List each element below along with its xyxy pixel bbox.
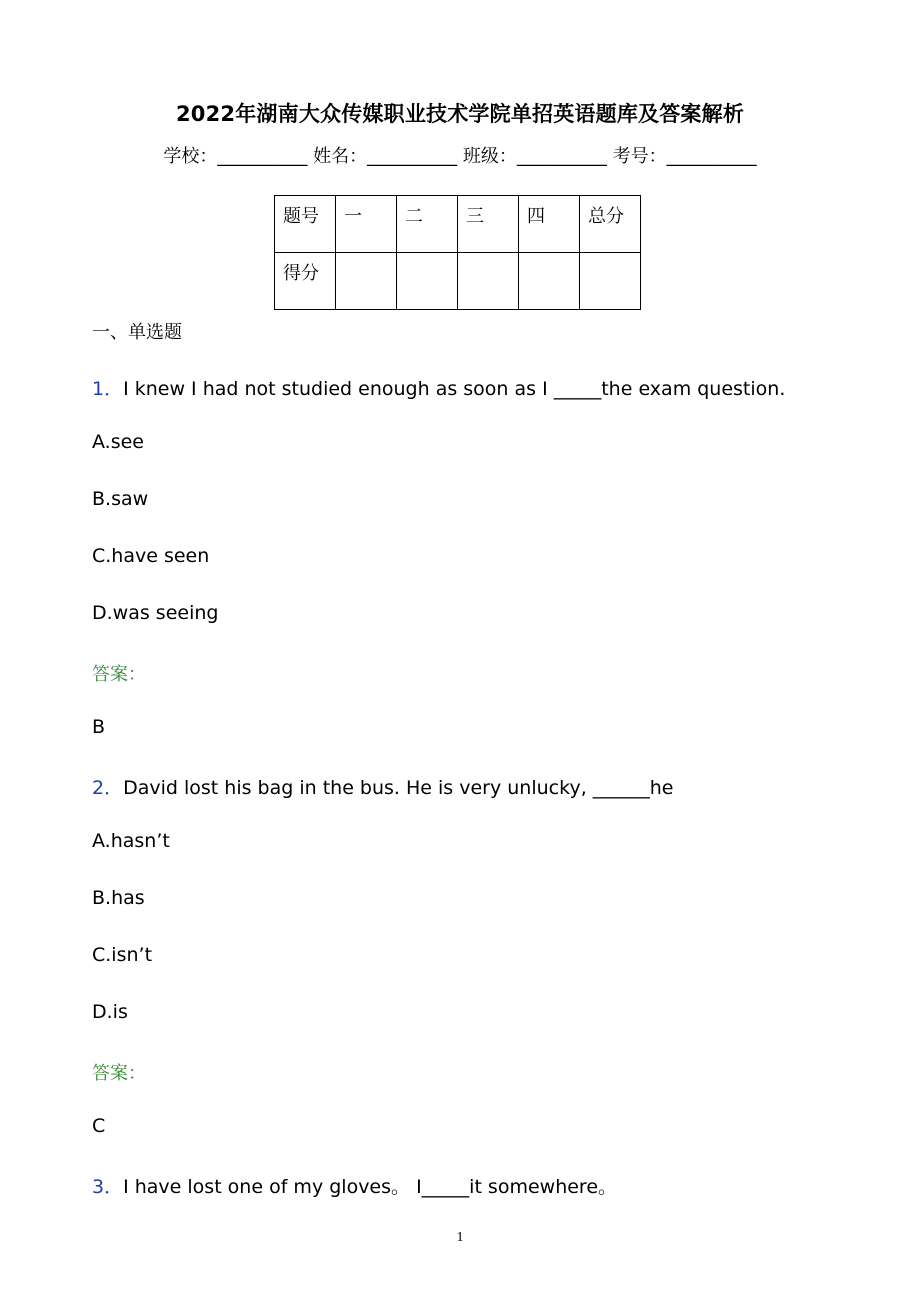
score-table-header-cell: 三 — [458, 196, 519, 253]
score-table-header-row — [275, 196, 641, 253]
question-number: 2． — [92, 777, 124, 799]
score-table-header-cell: 二 — [397, 196, 458, 253]
option-a: A.hasn’t — [92, 830, 170, 852]
page-number: 1 — [456, 1230, 464, 1245]
score-table-header-cell: 四 — [519, 196, 580, 253]
score-cell — [519, 253, 580, 310]
question-2 — [92, 773, 674, 800]
question-stem: I have lost one of my gloves。 I_____it somewhere。 — [123, 1176, 618, 1198]
score-table-header-cell: 一 — [336, 196, 397, 253]
option-b: B.has — [92, 887, 145, 909]
student-info-line: 学校：__________ 姓名：__________ 班级：__________ 考号：__________ — [163, 146, 757, 167]
question-stem: David lost his bag in the bus. He is very unlucky, ______he — [123, 777, 674, 799]
score-cell — [580, 253, 641, 310]
score-cell — [397, 253, 458, 310]
option-c: C.isn’t — [92, 944, 153, 966]
score-table-header-cell: 总分 — [580, 196, 641, 253]
answer-value: C — [92, 1115, 106, 1137]
document-title: 2022年湖南大众传媒职业技术学院单招英语题库及答案解析 — [175, 102, 745, 126]
question-number: 3． — [92, 1176, 124, 1198]
option-c: C.have seen — [92, 545, 210, 567]
section-title: 一、单选题 — [92, 322, 182, 343]
score-table-score-row — [275, 253, 641, 310]
option-b: B.saw — [92, 488, 149, 510]
question-1 — [92, 374, 785, 401]
answer-label: 答案： — [92, 1063, 146, 1084]
option-a: A.see — [92, 431, 144, 453]
question-3 — [92, 1172, 617, 1199]
answer-value: B — [92, 716, 106, 738]
question-stem: I knew I had not studied enough as soon as I _____the exam question. — [123, 378, 786, 400]
score-cell — [336, 253, 397, 310]
score-table — [274, 195, 641, 310]
option-d: D.is — [92, 1001, 128, 1023]
score-table-header-cell: 题号 — [275, 196, 336, 253]
score-row-label: 得分 — [275, 253, 336, 310]
answer-label: 答案： — [92, 664, 146, 685]
question-number: 1． — [92, 378, 124, 400]
score-cell — [458, 253, 519, 310]
option-d: D.was seeing — [92, 602, 219, 624]
